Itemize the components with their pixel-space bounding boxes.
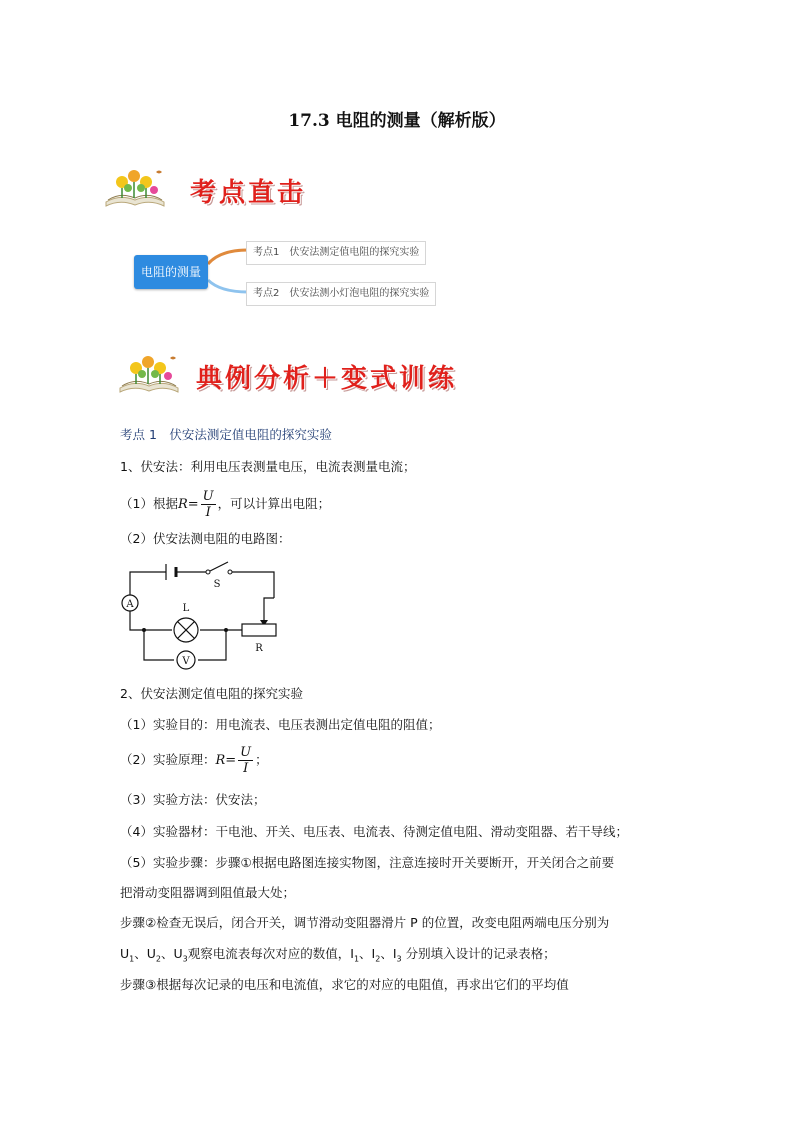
battery-symbol <box>166 564 176 580</box>
label-rheostat: R <box>255 643 263 654</box>
label-ammeter: A <box>126 599 134 610</box>
text-line-2-post: ，可以计算出电阻； <box>217 496 331 511</box>
rheostat-symbol <box>242 624 276 636</box>
text-line-6 <box>120 740 268 781</box>
formula-num: U <box>202 489 214 504</box>
formula2-lhs: R <box>215 753 226 768</box>
text-line-11: 步骤②检查无误后，闭合开关，调节滑动变阻器滑片 P 的位置，改变电阻两端电压分别为 <box>120 915 610 930</box>
text-line-8: （4）实验器材：干电池、开关、电压表、电流表、待测定值电阻、滑动变阻器、若干导线； <box>120 824 628 839</box>
text-line-12-tail: 分别填入设计的记录表格； <box>401 946 556 961</box>
wire-left-top <box>130 572 166 596</box>
formula2-fraction <box>238 745 253 776</box>
i-symbol: 、I <box>380 946 397 961</box>
subscript: 1 <box>353 954 360 964</box>
label-voltmeter: V <box>182 656 190 667</box>
page-title: 17.3 电阻的测量（解析版） <box>288 111 506 131</box>
book-flower-icon <box>118 352 180 396</box>
wire-left-lower <box>130 610 172 630</box>
text-line-10: 把滑动变阻器调到阻值最大处； <box>120 885 296 900</box>
formula2-eq: = <box>225 753 237 768</box>
text-line-3: （2）伏安法测电阻的电路图： <box>120 531 291 546</box>
wire-voltmeter-left <box>144 630 174 660</box>
mindmap-node-1: 考点1 伏安法测定值电阻的探究实验 <box>246 241 426 265</box>
wire-voltmeter-right <box>198 630 226 660</box>
label-switch: S <box>213 579 221 590</box>
mindmap-root: 电阻的测量 <box>134 255 208 289</box>
u-symbol: 、U <box>161 946 183 961</box>
banner-dianli: 典例分析＋变式训练 <box>196 364 458 394</box>
text-line-9: （5）实验步骤：步骤①根据电路图连接实物图，注意连接时开关要断开，开关闭合之前要 <box>120 855 615 870</box>
junction-dot <box>224 628 228 632</box>
book-flower-banner-image-2 <box>118 352 180 400</box>
switch-symbol <box>206 562 232 574</box>
text-line-5: （1）实验目的：用电流表、电压表测出定值电阻的阻值； <box>120 717 441 732</box>
subscript: 3 <box>182 954 188 964</box>
subscript: 2 <box>155 954 161 964</box>
circuit-diagram <box>116 556 286 674</box>
text-line-2 <box>120 484 330 525</box>
section-heading: 考点 1 伏安法测定值电阻的探究实验 <box>120 427 332 442</box>
subscript: 1 <box>129 954 135 964</box>
subscript: 2 <box>375 954 381 964</box>
text-line-12 <box>120 946 556 968</box>
text-line-13: 步骤③根据每次记录的电压和电流值，求它的对应的电阻值，再求出它们的平均值 <box>120 977 569 992</box>
mindmap-node-2: 考点2 伏安法测小灯泡电阻的探究实验 <box>246 282 436 306</box>
i-text: 观察电流表每次对应的数值，I <box>187 946 354 961</box>
formula2-den: I <box>243 761 249 776</box>
book-flower-icon <box>104 166 166 210</box>
text-line-7: （3）实验方法：伏安法； <box>120 792 266 807</box>
text-line-1: 1、伏安法：利用电压表测量电压，电流表测量电流； <box>120 459 416 474</box>
i-symbol: 、I <box>359 946 376 961</box>
formula-lhs: R <box>177 497 188 512</box>
u-symbol: 、U <box>134 946 156 961</box>
u-symbol: U <box>120 946 130 961</box>
formula-eq: = <box>187 497 199 512</box>
text-line-6-post: ； <box>255 752 268 767</box>
text-line-6-pre: （2）实验原理： <box>120 752 216 767</box>
text-line-2-pre: （1）根据 <box>120 496 178 511</box>
formula2-num: U <box>240 745 252 760</box>
junction-dot <box>142 628 146 632</box>
banner-kaodian: 考点直击 <box>190 178 307 208</box>
wire-right-top <box>230 572 274 598</box>
subscript: 3 <box>396 954 402 964</box>
slider-arrow-stem <box>264 598 274 620</box>
label-lamp: L <box>182 603 190 614</box>
book-flower-banner-image <box>104 166 166 214</box>
text-line-4: 2、伏安法测定值电阻的探究实验 <box>120 686 303 701</box>
formula-den: I <box>205 505 211 520</box>
formula-fraction <box>201 489 216 520</box>
